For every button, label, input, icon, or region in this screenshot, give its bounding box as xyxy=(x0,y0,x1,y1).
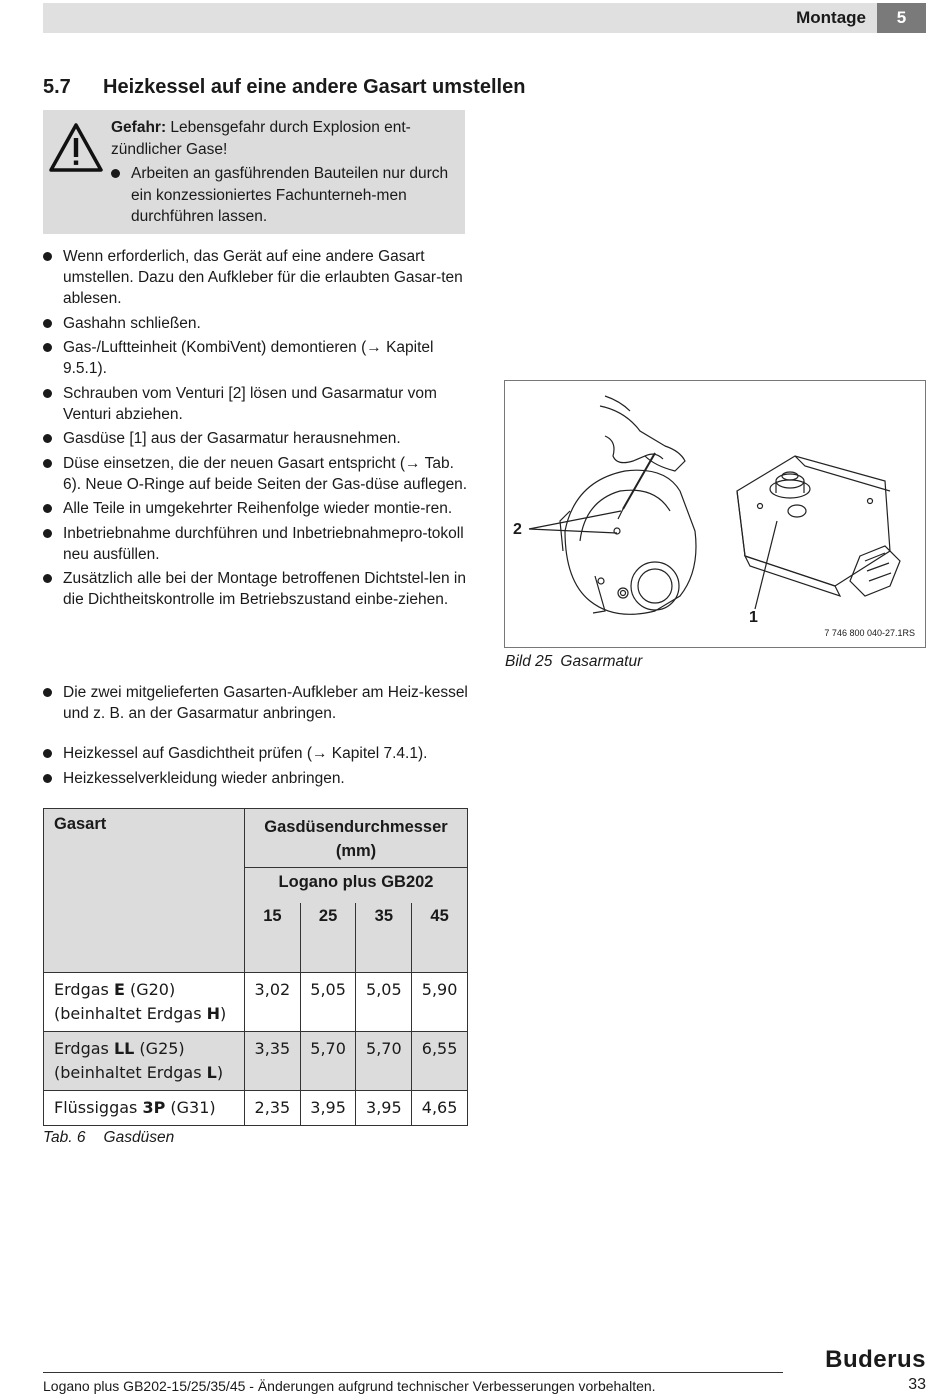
step-list-labels xyxy=(43,682,468,728)
figure-gas-valve xyxy=(504,380,926,648)
header-title: Montage xyxy=(796,8,866,27)
step-item xyxy=(43,768,468,789)
size-header-35 xyxy=(356,903,412,973)
model-header-text: Logano plus GB202 xyxy=(278,873,434,891)
gas-type-text: (beinhaltet Erdgas xyxy=(54,1004,207,1023)
footer-divider xyxy=(43,1372,783,1373)
gas-type-text: ) xyxy=(216,1063,224,1082)
step-item xyxy=(43,313,468,334)
step-text: Gas-/Luftteinheit (KombiVent) demontieren (→ Kapitel 9.5.1). xyxy=(63,339,434,377)
danger-bullet xyxy=(111,163,456,228)
step-text: Wenn erforderlich, das Gerät auf eine andere Gasart umstellen. Dazu den Aufkleber für die erlaubten Gasar-ten ablesen. xyxy=(63,248,463,307)
step-item xyxy=(43,337,468,379)
step-item xyxy=(43,743,468,764)
table-caption-number: Tab. 6 xyxy=(43,1129,86,1146)
figure-caption xyxy=(505,653,650,671)
bullet-icon xyxy=(43,529,52,538)
size-header-15 xyxy=(245,903,301,973)
step-list-final xyxy=(43,743,468,792)
section-heading xyxy=(43,76,525,99)
figure-caption-number: Bild 25 xyxy=(505,653,553,670)
table-row xyxy=(44,1091,468,1126)
nozzle-diameter-cell: 3,95 xyxy=(356,1091,412,1126)
danger-message: Lebensgefahr durch Explosion ent-zündlicher Gase! xyxy=(111,119,411,158)
table-row xyxy=(44,1032,468,1091)
bullet-icon xyxy=(43,574,52,583)
step-text: Zusätzlich alle bei der Montage betroffenen Dichtstel-len in die Dichtheitskontrolle im Betriebszustand einbe-ziehen. xyxy=(63,570,466,608)
step-item xyxy=(43,383,468,425)
nozzle-diameter-cell: 5,90 xyxy=(412,973,468,1032)
gas-type-cell xyxy=(44,1091,245,1126)
size-header-25 xyxy=(300,903,356,973)
bullet-icon xyxy=(43,504,52,513)
bullet-icon xyxy=(43,343,52,352)
danger-bullet-text: Arbeiten an gasführenden Bauteilen nur durch ein konzessioniertes Fachunterneh-men durchführen lassen. xyxy=(131,165,449,225)
step-list xyxy=(43,246,468,614)
step-item xyxy=(43,246,468,309)
gas-type-cell xyxy=(44,973,245,1032)
table-row xyxy=(44,973,468,1032)
gas-type-text: E xyxy=(113,980,125,999)
gas-type-text: Flüssiggas xyxy=(54,1098,143,1117)
bullet-icon xyxy=(43,319,52,328)
nozzle-diameter-cell: 5,05 xyxy=(300,973,356,1032)
bullet-icon xyxy=(111,169,120,178)
gas-type-text: L xyxy=(206,1063,217,1082)
step-text: Alle Teile in umgekehrter Reihenfolge wieder montie-ren. xyxy=(63,500,453,517)
bullet-icon xyxy=(43,688,52,697)
nozzle-diameter-cell: 5,70 xyxy=(300,1032,356,1091)
step-item xyxy=(43,523,468,565)
chapter-number: 5 xyxy=(877,3,926,33)
gas-type-text: 3P xyxy=(142,1098,166,1117)
gas-type-text: H xyxy=(206,1004,221,1023)
danger-box xyxy=(43,110,465,234)
nozzle-diameter-cell: 2,35 xyxy=(245,1091,301,1126)
bullet-icon xyxy=(43,774,52,783)
danger-label: Gefahr: xyxy=(111,119,167,136)
gas-type-text: Erdgas xyxy=(54,980,114,999)
table-header-diameter xyxy=(245,809,468,868)
figure-label-2: 2 xyxy=(513,521,522,538)
bullet-icon xyxy=(43,749,52,758)
figure-code: 7 746 800 040-27.1RS xyxy=(824,628,915,638)
nozzle-diameter-cell: 3,35 xyxy=(245,1032,301,1091)
step-text: Gashahn schließen. xyxy=(63,314,201,332)
step-text: Düse einsetzen, die der neuen Gasart entspricht (→ Tab. 6). Neue O-Ringe auf beide Seiten der Gas-düse auflegen. xyxy=(63,454,468,493)
page-header xyxy=(43,3,926,33)
size-header-45 xyxy=(412,903,468,973)
size-header-text: 25 xyxy=(318,906,338,925)
page-number: 33 xyxy=(908,1376,926,1393)
size-header-text: 15 xyxy=(263,906,282,925)
step-text: Die zwei mitgelieferten Gasarten-Aufkleber am Heiz-kessel und z. B. an der Gasarmatur anbringen. xyxy=(63,684,468,722)
table-header-model xyxy=(245,868,468,903)
step-text: Schrauben vom Venturi [2] lösen und Gasarmatur vom Venturi abziehen. xyxy=(63,384,437,423)
gas-type-text: (G31) xyxy=(165,1098,216,1117)
gas-type-text: Erdgas xyxy=(54,1039,114,1058)
bullet-icon xyxy=(43,389,52,398)
gas-valve-illustration xyxy=(505,381,925,647)
gas-type-text: (G20) xyxy=(124,980,176,999)
section-title: Heizkessel auf eine andere Gasart umstellen xyxy=(103,76,526,98)
step-text: Heizkessel auf Gasdichtheit prüfen (→ Kapitel 7.4.1). xyxy=(63,745,428,762)
figure-caption-text: Gasarmatur xyxy=(560,653,643,670)
step-text: Gasdüse [1] aus der Gasarmatur herausnehmen. xyxy=(63,430,401,447)
step-text: Inbetriebnahme durchführen und Inbetriebnahmepro-tokoll neu ausfüllen. xyxy=(63,524,464,563)
size-header-text: 35 xyxy=(374,906,394,925)
step-text: Heizkesselverkleidung wieder anbringen. xyxy=(63,769,345,787)
size-header-text: 45 xyxy=(430,906,449,925)
section-number: 5.7 xyxy=(43,76,71,98)
danger-text xyxy=(111,117,456,228)
bullet-icon xyxy=(43,252,52,261)
table-header-gasart xyxy=(44,809,245,973)
figure-label-1: 1 xyxy=(749,609,758,626)
nozzle-diameter-cell: 5,05 xyxy=(356,973,412,1032)
nozzle-diameter-cell: 3,02 xyxy=(245,973,301,1032)
step-item xyxy=(43,498,468,519)
nozzle-diameter-cell: 3,95 xyxy=(300,1091,356,1126)
buderus-logo: Buderus xyxy=(825,1346,926,1373)
table-caption xyxy=(43,1129,192,1147)
gas-nozzle-table xyxy=(43,808,468,1126)
nozzle-diameter-cell: 4,65 xyxy=(412,1091,468,1126)
nozzle-diameter-cell: 6,55 xyxy=(412,1032,468,1091)
step-item xyxy=(43,682,468,724)
step-item xyxy=(43,428,468,449)
gas-type-text: LL xyxy=(113,1039,135,1058)
gas-type-text: (G25) xyxy=(134,1039,185,1058)
step-item xyxy=(43,568,468,610)
gas-type-text: (beinhaltet Erdgas xyxy=(54,1063,207,1082)
diameter-header-text: Gasdüsendurchmesser (mm) xyxy=(264,818,448,860)
gasart-header-text: Gasart xyxy=(54,815,107,833)
bullet-icon xyxy=(43,434,52,443)
table-caption-text: Gasdüsen xyxy=(103,1129,175,1146)
gas-type-text: ) xyxy=(220,1004,227,1023)
warning-triangle-icon xyxy=(48,122,104,174)
gas-type-cell xyxy=(44,1032,245,1091)
footer-text: Logano plus GB202-15/25/35/45 - Änderungen aufgrund technischer Verbesserungen vorbehalten. xyxy=(43,1378,656,1394)
bullet-icon xyxy=(43,459,52,468)
step-item xyxy=(43,453,468,495)
nozzle-diameter-cell: 5,70 xyxy=(356,1032,412,1091)
